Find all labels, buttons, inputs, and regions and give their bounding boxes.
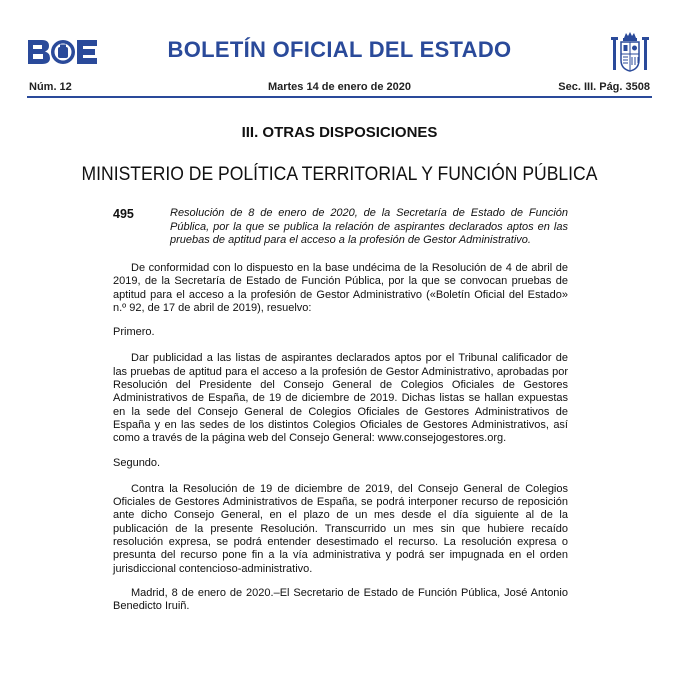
section-page: Sec. III. Pág. 3508	[558, 81, 650, 93]
first-paragraph: Dar publicidad a las listas de aspirantes declarados aptos por el Tribunal calificador de las pruebas de aptitud para el acceso a la profesión de Gestor Administrativo, aprobadas por Resolución del Presidente del Consejo General de Colegios Oficiales de Gestores Administrativos de España, de 19 de diciembre de 2019. Dichas listas se hallan expuestas en la sede del Consejo General de Colegios Oficiales de Gestores Administrativos de España y en las sedes de los distintos Colegios Oficiales de Gestores Administrativos, así como a través de la página web del Consejo General: www.consejogestores.org.	[113, 352, 568, 445]
section-title: III. OTRAS DISPOSICIONES	[241, 124, 438, 141]
header-meta-bar	[27, 78, 652, 98]
issue-number: Núm. 12	[29, 81, 72, 93]
ministry-title: MINISTERIO DE POLÍTICA TERRITORIAL Y FUNCIÓN PÚBLICA	[81, 163, 598, 185]
page-header	[0, 0, 679, 95]
second-paragraph: Contra la Resolución de 19 de diciembre de 2019, del Consejo General de Colegios Oficiales de Gestores Administrativos de España, se podrá interponer recurso de reposición ante dicho Consejo General, en el plazo de un mes desde el día siguiente al de la publicación de la presente Resolución. Transcurrido un mes sin que hubiere recaído resolución expresa, se podrá entender desestimado el recurso. La resolución expresa o presunta del recurso pone fin a la vía administrativa y podrá ser impugnada en el orden jurisdiccional contencioso-administrativo.	[113, 482, 568, 575]
entry-title: Resolución de 8 de enero de 2020, de la Secretaría de Estado de Función Pública, por la que se publica la relación de aspirantes declarados aptos en las pruebas de aptitud para el acceso a la profesión de Gestor Administrativo.	[170, 207, 568, 246]
entry-number: 495	[113, 207, 134, 221]
issue-date: Martes 14 de enero de 2020	[267, 81, 412, 93]
document-body	[113, 262, 568, 625]
intro-paragraph: De conformidad con lo dispuesto en la base undécima de la Resolución de 4 de abril de 2019, de la Secretaría de Estado de Función Pública, por la que se convocan pruebas de aptitud para el acceso a la profesión de Gestor Administrativo («Boletín Oficial del Estado» n.º 92, de 17 de abril de 2019), resuelvo:	[113, 262, 568, 314]
signature-paragraph: Madrid, 8 de enero de 2020.–El Secretario de Estado de Función Pública, José Antonio Benedicto Iruiñ.	[113, 586, 568, 613]
second-label: Segundo.	[113, 456, 161, 469]
coat-of-arms-icon	[610, 30, 650, 74]
publication-title: BOLETÍN OFICIAL DEL ESTADO	[167, 37, 512, 62]
first-label: Primero.	[113, 326, 155, 339]
